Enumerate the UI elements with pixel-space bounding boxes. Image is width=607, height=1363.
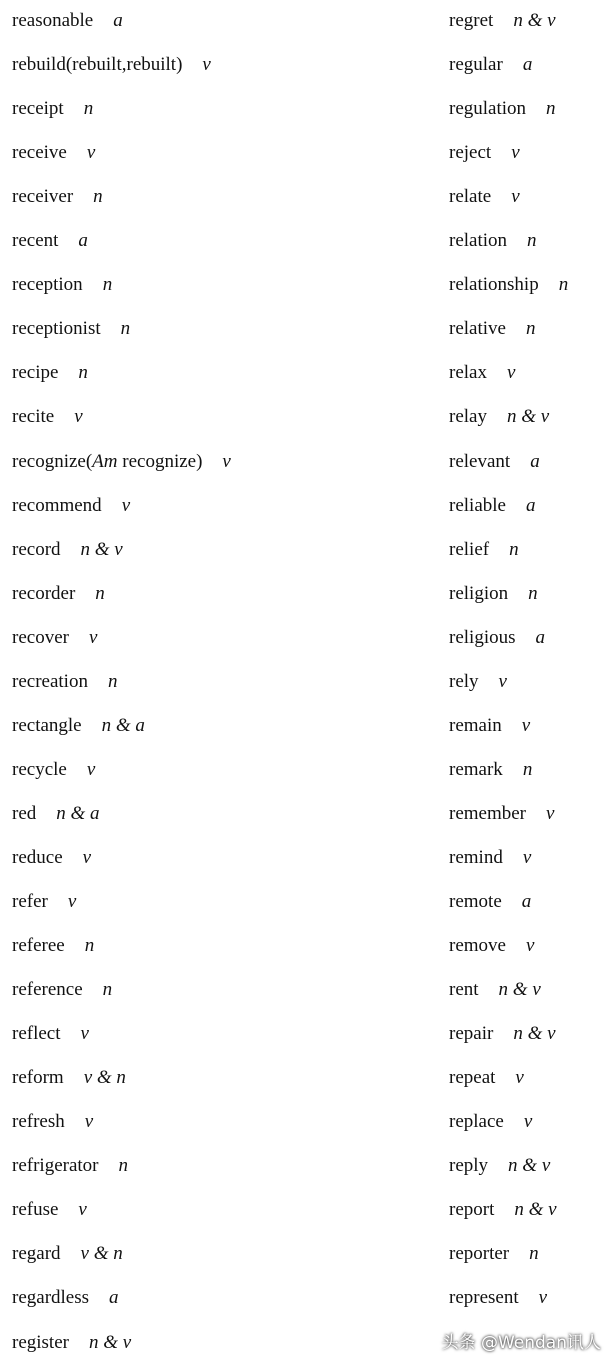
word-entry [12,583,105,605]
headword: relative [449,318,506,340]
word-entry [449,1243,539,1265]
word-entry [449,539,519,561]
part-of-speech: a [521,891,532,912]
word-entry [12,1111,93,1133]
word-entry [449,935,534,957]
headword: rectangle [12,714,82,736]
headword: recreation [12,670,88,692]
headword: recent [12,230,59,252]
headword: reply [449,1155,489,1177]
word-entry [12,318,130,340]
part-of-speech: v [523,1111,533,1133]
part-of-speech: n [120,318,131,340]
headword: reception [12,274,83,296]
headword: refrigerator [12,1155,99,1177]
headword: recycle [12,758,67,780]
headword: receive [12,142,67,164]
word-entry [12,759,95,781]
word-entry [12,715,145,737]
part-of-speech: v [498,670,507,692]
word-entry [449,274,568,296]
part-of-speech: n & v [506,406,550,428]
word-entry [12,98,93,120]
word-entry [449,54,532,76]
headword: relevant [449,450,511,472]
word-entry [449,671,507,693]
word-entry [12,406,83,428]
word-entry [449,10,556,32]
headword: regardless [12,1287,90,1309]
part-of-speech: n & v [498,979,541,1001]
part-of-speech: v [511,186,520,208]
headword: receptionist [12,318,101,340]
headword: reasonable [12,10,94,31]
part-of-speech: a [525,494,536,516]
part-of-speech: n [102,979,113,1001]
headword: relate [449,186,492,208]
part-of-speech: v [511,142,520,164]
part-of-speech: n & v [80,538,123,560]
word-entry [12,847,91,869]
part-of-speech: v [522,846,532,868]
word-entry [12,230,88,252]
headword: rebuild(rebuilt,rebuilt) [12,54,183,76]
word-entry [449,759,532,781]
headword: remove [449,935,506,957]
headword: receiver [12,186,74,208]
part-of-speech: a [530,450,540,472]
word-entry [12,1199,87,1221]
headword: regret [449,10,494,31]
headword: referee [12,935,65,957]
headword: relax [449,362,487,384]
part-of-speech: a [113,10,123,31]
headword: remember [449,802,527,824]
word-entry [12,10,123,32]
headword: recommend [12,494,102,516]
word-entry [12,142,95,164]
part-of-speech: n & a [56,802,100,824]
headword: recognize(Am recognize) [12,450,203,472]
headword: remind [449,846,503,868]
part-of-speech: n [118,1155,128,1177]
word-entry [12,1243,123,1265]
headword: reflect [12,1023,61,1045]
word-entry [449,891,531,913]
headword: recipe [12,362,59,384]
word-entry [449,362,515,384]
word-entry [449,1111,532,1133]
word-entry [449,186,520,208]
word-entry [449,98,556,120]
word-entry [12,803,100,825]
part-of-speech: n [93,186,103,208]
word-entry [12,274,112,296]
part-of-speech: n [509,538,519,560]
word-entry [449,142,520,164]
headword: reporter [449,1243,510,1265]
headword: rent [449,979,479,1001]
headword: religious [449,626,516,648]
part-of-speech: n [102,274,113,296]
headword: regard [12,1243,61,1265]
word-entry [449,803,554,825]
part-of-speech: v [521,714,531,736]
word-entry [449,715,530,737]
headword: record [12,538,61,560]
headword: recorder [12,582,76,604]
headword: represent [449,1287,519,1309]
part-of-speech: n & a [101,714,145,736]
word-entry [12,1067,126,1089]
headword: register [12,1331,69,1353]
headword: remote [449,891,502,912]
part-of-speech: v & n [83,1067,126,1089]
headword: regular [449,54,503,76]
headword: remain [449,714,502,736]
word-entry [12,495,130,517]
word-entry [449,583,538,605]
word-entry [12,539,123,561]
headword: reject [449,142,492,164]
headword: relay [449,406,487,428]
headword: rely [449,670,479,692]
part-of-speech: v [74,406,83,428]
part-of-speech: v [80,1023,89,1045]
word-entry [449,495,535,517]
word-entry [449,979,541,1001]
part-of-speech: n [527,230,537,252]
word-entry [12,891,76,913]
headword: remark [449,758,503,780]
headword: religion [449,582,509,604]
source-watermark: 头条 @Wendan讯人 [441,1333,601,1353]
headword: reliable [449,494,506,516]
word-entry [12,1155,128,1177]
part-of-speech: n [95,582,105,604]
headword: reform [12,1067,64,1089]
part-of-speech: v [67,891,77,912]
part-of-speech: v [84,1111,94,1133]
part-of-speech: v [86,142,96,164]
word-entry [449,230,537,252]
word-entry [12,54,211,76]
part-of-speech: v [546,802,555,824]
headword: red [12,802,37,824]
headword: refer [12,891,48,912]
word-entry [12,627,97,649]
part-of-speech: n [525,318,536,340]
headword: relief [449,538,490,560]
part-of-speech: n [558,274,569,296]
part-of-speech: n [546,98,556,120]
part-of-speech: n [83,98,94,120]
part-of-speech: v [525,935,535,957]
part-of-speech: v [121,494,131,516]
headword: recover [12,626,69,648]
word-entry [12,1332,131,1354]
part-of-speech: n & v [513,1023,556,1045]
headword: report [449,1199,495,1221]
word-entry [449,318,535,340]
part-of-speech: n & v [514,1199,557,1221]
headword: recite [12,406,55,428]
word-entry [12,979,112,1001]
part-of-speech: v [78,1199,87,1221]
part-of-speech: n & v [508,1155,551,1177]
headword: reference [12,979,83,1001]
word-entry [12,362,88,384]
word-entry [449,1199,557,1221]
headword: refresh [12,1111,65,1133]
part-of-speech: n [78,362,88,384]
part-of-speech: v [88,626,98,648]
word-entry [449,1023,556,1045]
word-entry [449,451,540,473]
word-entry [12,186,103,208]
part-of-speech: v [86,758,96,780]
headword: relationship [449,274,539,296]
part-of-speech: a [109,1287,119,1309]
word-entry [12,1023,89,1045]
part-of-speech: n [528,582,538,604]
word-entry [449,1067,524,1089]
word-entry [12,451,231,473]
headword: reduce [12,846,63,868]
part-of-speech: n & v [88,1331,132,1353]
headword: regulation [449,98,527,120]
part-of-speech: n [522,758,533,780]
word-entry [449,406,549,428]
headword: repeat [449,1067,496,1089]
part-of-speech: v [538,1287,548,1309]
part-of-speech: v [515,1067,524,1089]
word-entry [449,627,545,649]
headword: repair [449,1023,494,1045]
headword: relation [449,230,508,252]
part-of-speech: a [78,230,88,252]
word-entry [12,935,94,957]
word-entry [12,1287,119,1309]
headword: replace [449,1111,504,1133]
word-entry [449,847,531,869]
word-entry [12,671,117,693]
word-entry [449,1155,550,1177]
part-of-speech: v & n [80,1243,123,1265]
part-of-speech: v [202,54,211,76]
part-of-speech: a [522,54,533,76]
word-entry [449,1287,547,1309]
part-of-speech: n & v [513,10,556,31]
part-of-speech: n [529,1243,539,1265]
headword: receipt [12,98,64,120]
headword: refuse [12,1199,59,1221]
part-of-speech: n [84,935,95,957]
part-of-speech: v [222,450,231,472]
part-of-speech: v [82,846,92,868]
part-of-speech: n [107,670,118,692]
part-of-speech: v [506,362,516,384]
part-of-speech: a [535,626,545,648]
